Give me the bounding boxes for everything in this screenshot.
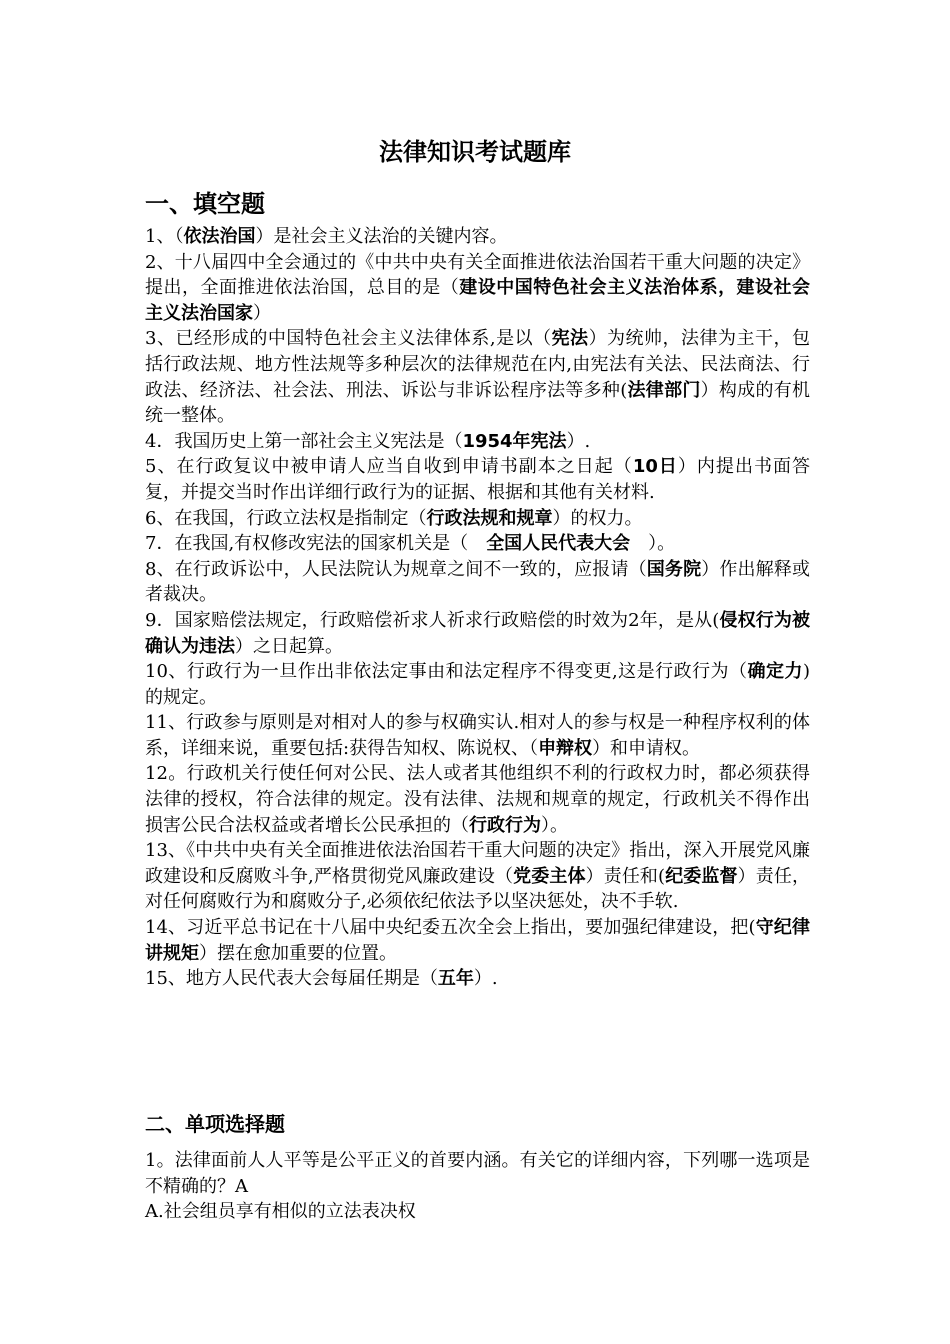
answer: 侵权行为被确认为违法 xyxy=(145,609,810,657)
single-choice-questions xyxy=(145,1148,810,1225)
answer: 10日 xyxy=(632,456,678,478)
question-2: 2、十八届四中全会通过的《中共中央有关全面推进依法治国若干重大问题的决定》提出，全面推进依法治国，总目的是（建设中国特色社会主义法治体系，建设社会主义法治国家） xyxy=(145,251,811,324)
answer: 申辩权 xyxy=(538,737,593,759)
answer: 1954年宪法 xyxy=(462,430,567,452)
question-1: 1、（依法治国）是社会主义法治的关键内容。 xyxy=(145,226,508,247)
choice-option-a: A.社会组员享有相似的立法表决权 xyxy=(145,1201,416,1223)
question-7: 7．在我国,有权修改宪法的国家机关是（ 全国人民代表大会 ）。 xyxy=(145,533,676,555)
choice-question-1: 1。法律面前人人平等是公平正义的首要内涵。有关它的详细内容，下列哪一选项是不精确的？A xyxy=(145,1150,810,1197)
question-12: 12。行政机关行使任何对公民、法人或者其他组织不利的行政权力时，都必须获得法律的授权，符合法律的规定。没有法律、法规和规章的规定，行政机关不得作出损害公民合法权益或者增长公民承担的（行政行为）。 xyxy=(145,763,810,836)
answer: 依法治国 xyxy=(183,226,256,247)
answer: 党委主体 xyxy=(513,865,586,887)
fill-in-questions xyxy=(145,224,810,992)
answer: 守纪律讲规矩 xyxy=(145,917,810,964)
answer: 五年 xyxy=(437,968,474,990)
answer: 宪法 xyxy=(551,328,589,350)
answer: 国务院 xyxy=(646,558,702,580)
question-9: 9．国家赔偿法规定，行政赔偿祈求人祈求行政赔偿的时效为2年，是从(侵权行为被确认为违法）之日起算。 xyxy=(145,609,810,657)
question-11: 11、行政参与原则是对相对人的参与权确实认.相对人的参与权是一种程序权利的体系，详细来说，重要包括:获得告知权、陈说权、（申辩权）和申请权。 xyxy=(145,712,810,759)
question-5: 5、在行政复议中被申请人应当自收到申请书副本之日起（10日）内提出书面答复，并提交当时作出详细行政行为的证据、根据和其他有关材料. xyxy=(145,456,810,503)
answer: 确定力 xyxy=(747,661,803,683)
answer: 建设中国特色社会主义法治体系，建设社会主义法治国家 xyxy=(145,277,811,324)
question-10: 10、行政行为一旦作出非依法定事由和法定程序不得变更,这是行政行为（确定力)的规定。 xyxy=(145,661,811,708)
answer: 行政法规和规章 xyxy=(426,507,553,529)
answer: 法律部门 xyxy=(627,379,701,401)
answer: 行政行为 xyxy=(469,814,541,836)
question-6: 6、在我国，行政立法权是指制定（行政法规和规章）的权力。 xyxy=(145,507,643,529)
section-heading-fill-in: 一、填空题 xyxy=(145,190,265,218)
section-heading-single-choice: 二、单项选择题 xyxy=(145,1112,285,1136)
question-3: 3、已经形成的中国特色社会主义法律体系,是以（宪法）为统帅，法律为主干，包括行政法规、地方性法规等多种层次的法律规范在内,由宪法有关法、民法商法、行政法、经济法、社会法、刑法、诉讼与非诉讼程序法等多种(法律部门）构成的有机统一整体。 xyxy=(145,328,811,427)
question-15: 15、地方人民代表大会每届任期是（五年）. xyxy=(145,968,498,990)
question-8: 8、在行政诉讼中，人民法院认为规章之间不一致的，应报请（国务院）作出解释或者裁决。 xyxy=(145,558,811,606)
answer: 纪委监督 xyxy=(665,865,738,887)
page-title: 法律知识考试题库 xyxy=(379,138,571,166)
question-4: 4．我国历史上第一部社会主义宪法是（1954年宪法）. xyxy=(145,430,591,452)
answer: 全国人民代表大会 xyxy=(486,533,631,555)
question-13: 13、《中共中央有关全面推进依法治国若干重大问题的决定》指出，深入开展党风廉政建设和反腐败斗争,严格贯彻党风廉政建设（党委主体）责任和(纪委监督）责任，对任何腐败行为和腐败分子,必须依纪依法予以坚决惩处，决不手软. xyxy=(145,840,810,913)
question-14: 14、习近平总书记在十八届中央纪委五次全会上指出，要加强纪律建设，把(守纪律讲规矩）摆在愈加重要的位置。 xyxy=(145,917,810,964)
